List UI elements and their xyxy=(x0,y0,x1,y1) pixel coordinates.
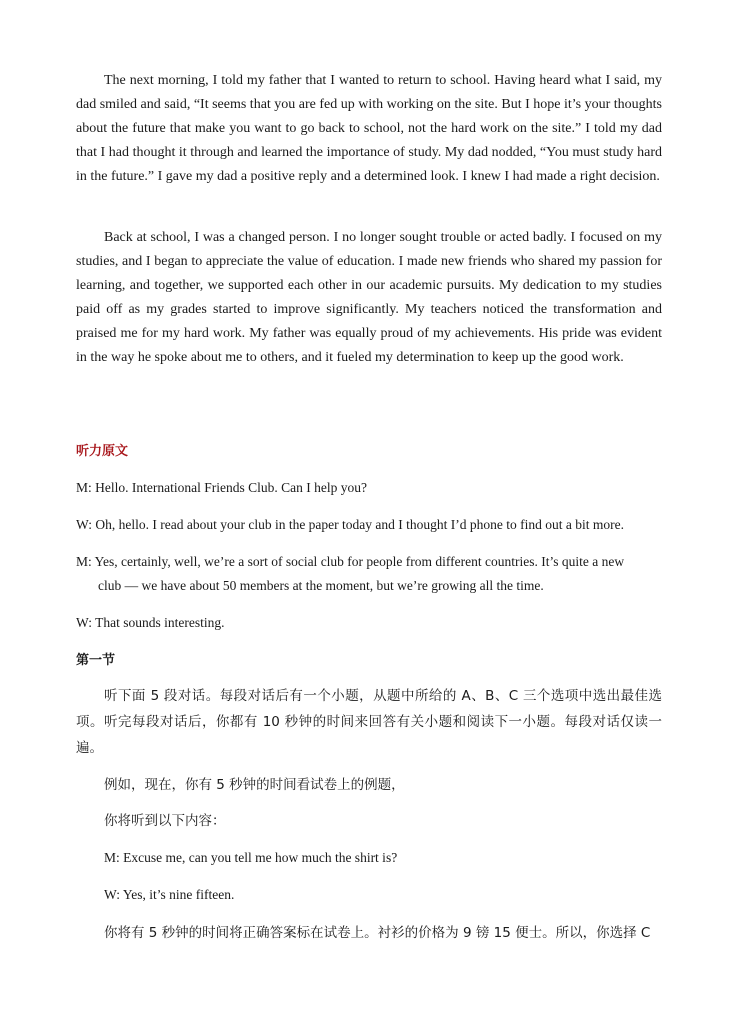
section-1-instructions: 听下面 5 段对话。每段对话后有一个小题，从题中所给的 A、B、C 三个选项中选出最佳选项。听完每段对话后，你都有 10 秒钟的时间来回答有关小题和阅读下一小题。每段对话仅读一遍。 xyxy=(76,688,662,756)
story-paragraph-2: Back at school, I was a changed person. I no longer sought trouble or acted badly. I focused on my studies, and I began to appreciate the value of education. I made new friends who shared my passion for learning, and together, we supported each other in our academic pursuits. My dedication to my studies paid off as my grades started to improve significantly. My teachers noticed the transformation and praised me for my hard work. My father was equally proud of my achievements. His pride was evident in the way he spoke about me to others, and it fueled my determination to keep up the good work. xyxy=(76,230,662,365)
dialogue-line-1: M: Hello. International Friends Club. Can I help you? xyxy=(76,480,367,495)
dialogue-line-3-first: M: Yes, certainly, well, we’re a sort of social club for people from different countries. It’s quite a new xyxy=(76,554,625,569)
dialogue-line-4: W: That sounds interesting. xyxy=(76,615,225,630)
example-intro: 例如，现在，你有 5 秒钟的时间看试卷上的例题， xyxy=(104,777,405,793)
listen-intro: 你将听到以下内容： xyxy=(104,813,226,829)
listening-heading: 听力原文 xyxy=(76,444,129,459)
example-line-w: W: Yes, it’s nine fifteen. xyxy=(104,887,235,902)
dialogue-line-3-continuation: club — we have about 50 members at the moment, but we’re growing all the time. xyxy=(98,578,544,593)
dialogue-line-3 xyxy=(76,550,666,598)
answer-note: 你将有 5 秒钟的时间将正确答案标在试卷上。衬衫的价格为 9 镑 15 便士。所以，你选择 C xyxy=(104,925,651,941)
example-line-m: M: Excuse me, can you tell me how much the shirt is? xyxy=(104,850,398,865)
story-paragraph-1: The next morning, I told my father that I wanted to return to school. Having heard what I said, my dad smiled and said, “It seems that you are fed up with working on the site. But I hope it’s your thoughts about the future that make you want to go back to school, not the hard work on the site.” I told my dad that I had thought it through and learned the importance of study. My dad nodded, “You must study hard in the future.” I gave my dad a positive reply and a determined look. I knew I had made a right decision. xyxy=(76,73,662,184)
dialogue-line-2: W: Oh, hello. I read about your club in the paper today and I thought I’d phone to find out a bit more. xyxy=(76,517,624,532)
section-1-heading: 第一节 xyxy=(76,653,116,668)
